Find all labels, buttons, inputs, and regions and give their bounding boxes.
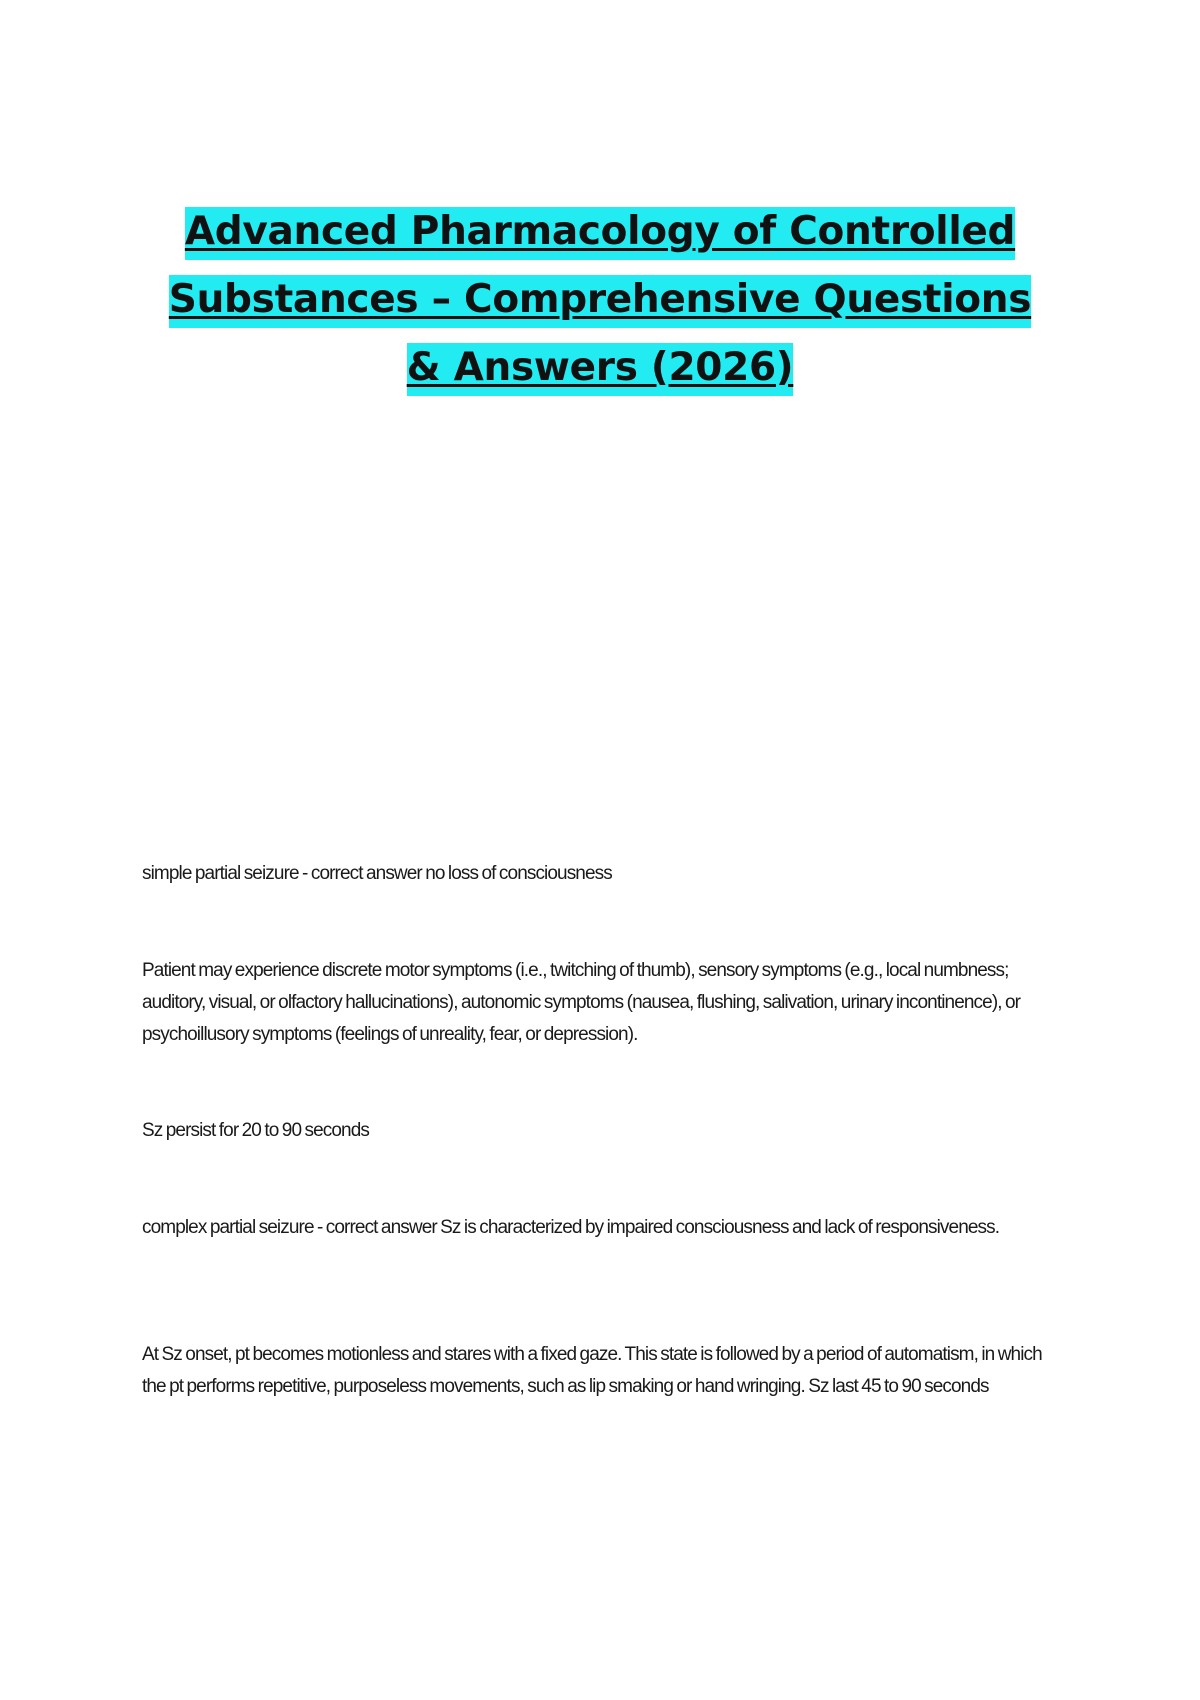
document-title [150, 198, 1050, 402]
paragraph-complex-partial-seizure: complex partial seizure - correct answer Sz is characterized by impaired consciousness and lack of responsiveness. [142, 1217, 1000, 1238]
paragraph-symptoms: Patient may experience discrete motor symptoms (i.e., twitching of thumb), sensory symptoms (e.g., local numbness; auditory, visual, or olfactory hallucinations), autonomic symptoms (nausea, flushing, salivation, urinary incontinence), or psychoillusory symptoms (feelings of unreality, fear, or depression). [142, 960, 1021, 1045]
paragraph-simple-partial-seizure: simple partial seizure - correct answer no loss of consciousness [142, 863, 612, 884]
paragraph-seizure-duration: Sz persist for 20 to 90 seconds [142, 1120, 369, 1141]
document-title-text: Advanced Pharmacology of Controlled Substances – Comprehensive Questions & Answers (2026) [169, 207, 1031, 396]
paragraph-seizure-onset: At Sz onset, pt becomes motionless and stares with a fixed gaze. This state is followed by a period of automatism, in which the pt performs repetitive, purposeless movements, such as lip smaking or hand wringing. Sz last 45 to 90 seconds [142, 1344, 1042, 1397]
